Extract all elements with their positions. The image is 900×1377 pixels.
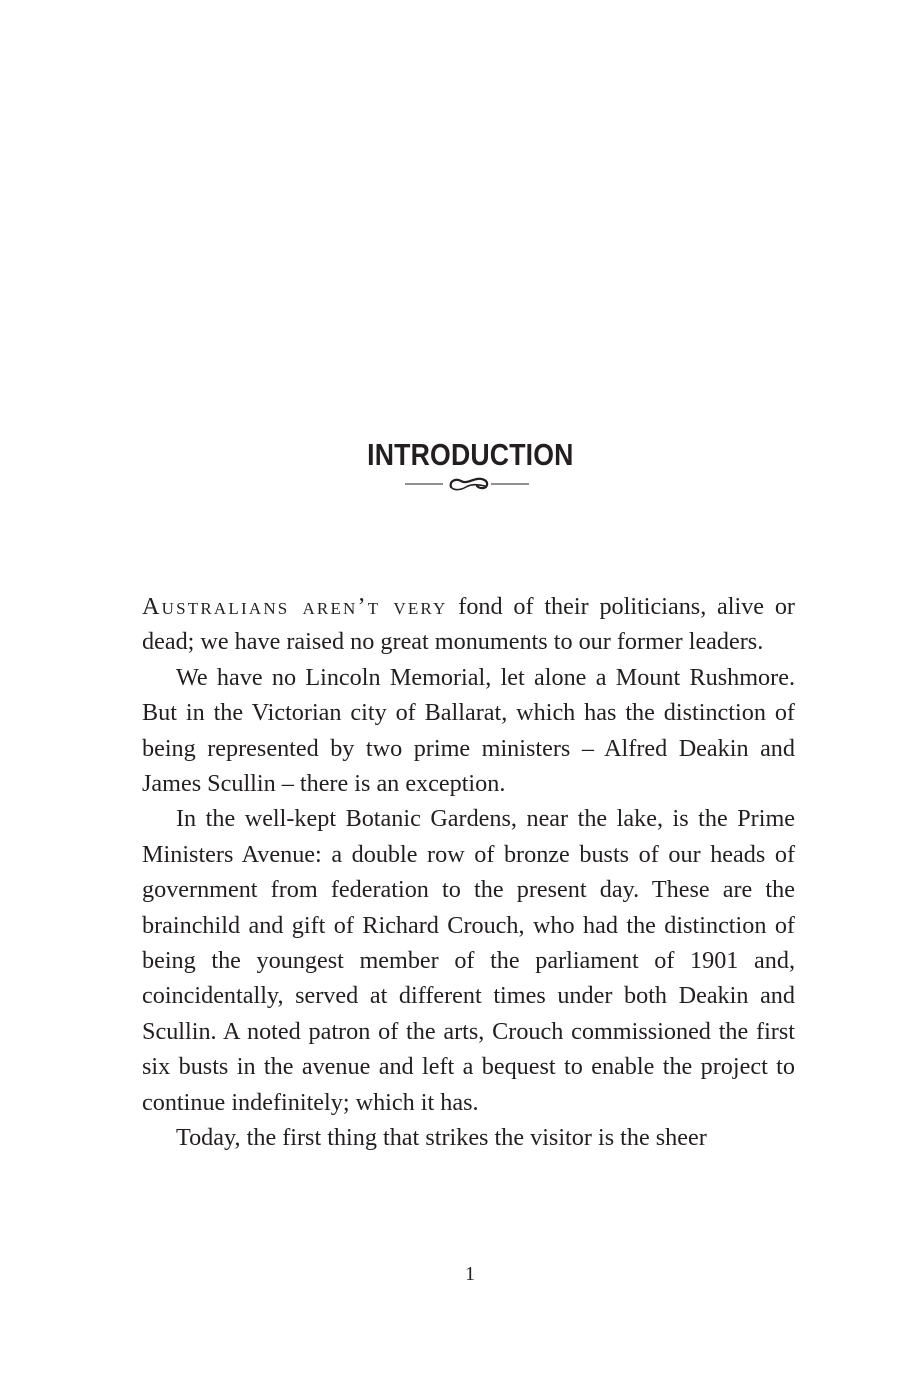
flourish-divider-icon [405,472,529,494]
paragraph: In the well-kept Botanic Gardens, near the lake, is the Prime Ministers Avenue: a double row of bronze busts of our heads of government from federation to the present day. These are the brainchild and gift of Richard Crouch, who had the distinction of being the youngest member of the parliament of 1901 and, coincidentally, served at different times under both Deakin and Scullin. A noted patron of the arts, Crouch commissioned the first six busts in the avenue and left a bequest to enable the project to continue indefinitely; which it has. [142,805,795,1116]
body-text [142,589,795,1156]
paragraph-text: fond of their politicians, alive or dead; we have raised no great monuments to our former leaders. [142,593,795,656]
paragraph-lead-in: Australians aren’t very [142,593,448,620]
paragraph: Today, the first thing that strikes the visitor is the sheer [176,1124,707,1152]
paragraph [142,589,795,660]
page-number: 1 [465,1263,475,1285]
paragraph: We have no Lincoln Memorial, let alone a Mount Rushmore. But in the Victorian city of Ballarat, which has the distinction of being represented by two prime ministers – Alfred Deakin and James Scullin – there is an exception. [142,663,795,798]
chapter-title: INTRODUCTION [367,436,574,472]
